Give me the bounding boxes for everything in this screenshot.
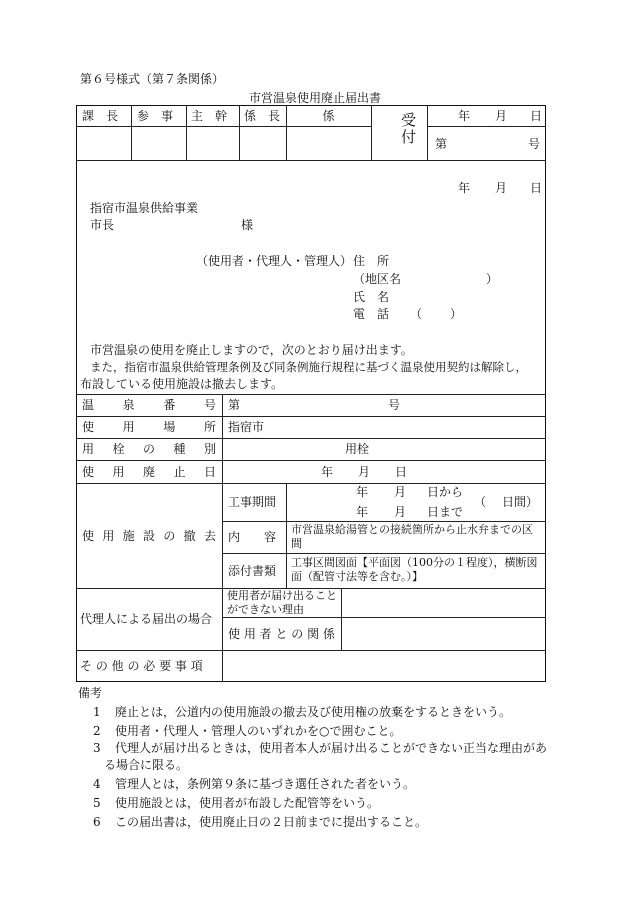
abolition-month: 月 xyxy=(358,465,371,479)
plug-type-value: 用栓 xyxy=(345,442,370,456)
statement-2a: また，指宿市温泉供給管理条例及び同条例施行規程に基づく温泉使用契約は解除し， xyxy=(90,360,527,374)
work-period-label: 工事期間 xyxy=(228,495,277,509)
district-close: ） xyxy=(486,272,499,286)
period-to-year: 年 xyxy=(356,505,369,519)
addressee-line1: 指宿市温泉供給事業 xyxy=(90,201,199,215)
location-label: 使 用 場 所 xyxy=(82,420,216,434)
period-from-year: 年 xyxy=(356,485,369,499)
period-days-open: （ xyxy=(474,495,487,509)
other-label: そ の 他 の 必 要 事 項 xyxy=(80,659,203,673)
note-text: この届出書は，使用廃止日の２日前までに提出すること。 xyxy=(115,815,428,829)
receipt-date-month: 月 xyxy=(495,109,508,123)
note-item xyxy=(104,758,188,773)
notes-heading: 備考 xyxy=(78,686,103,700)
note-item xyxy=(93,741,547,756)
note-text: 代理人が届け出るときは，使用者本人が届け出ることができない正当な理由があ xyxy=(115,741,548,755)
approval-col-supervisor: 主 幹 xyxy=(191,109,228,123)
note-item xyxy=(93,815,427,830)
receipt-number-prefix: 第 xyxy=(435,137,448,151)
submission-date-year: 年 xyxy=(458,181,471,195)
content-value: 市営温泉給湯管との接続箇所から止水弁までの区間 xyxy=(291,523,533,550)
content-label: 内 容 xyxy=(228,530,277,544)
location-value: 指宿市 xyxy=(228,420,265,434)
note-number: 2 xyxy=(93,724,101,738)
approval-col-staff: 係 xyxy=(322,109,335,123)
name-label: 氏 名 xyxy=(353,290,390,304)
period-from-month: 月 xyxy=(394,485,407,499)
address-label: 住 所 xyxy=(353,254,390,268)
submission-date-day: 日 xyxy=(530,181,543,195)
phone-label: 電 話 xyxy=(353,307,390,321)
district-label: （地区名 xyxy=(353,272,402,286)
period-to-month: 月 xyxy=(394,505,407,519)
applicant-role: （使用者・代理人・管理人） xyxy=(196,254,353,268)
agent-label: 代理人による届出の場合 xyxy=(80,612,213,626)
receipt-number-suffix: 号 xyxy=(528,137,541,151)
period-to-suffix: 日まで xyxy=(427,505,464,519)
spring-number-label: 温 泉 番 号 xyxy=(82,398,216,412)
attached-label: 添付書類 xyxy=(228,564,277,578)
note-text: 廃止とは，公道内の使用施設の撤去及び使用権の放棄をするときをいう。 xyxy=(115,705,512,719)
receipt-label: 受付 xyxy=(401,111,417,146)
spring-number-prefix: 第 xyxy=(228,398,241,412)
spring-number-suffix: 号 xyxy=(388,398,401,412)
note-item xyxy=(93,777,415,792)
period-days-suffix: 日間） xyxy=(502,495,539,509)
note-number: 4 xyxy=(93,777,101,791)
note-text: る場合に限る。 xyxy=(104,758,189,772)
submission-date-month: 月 xyxy=(495,181,508,195)
note-text: 使用者・代理人・管理人のいずれかを○で囲むこと。 xyxy=(115,724,402,738)
statement-2b: 布設している使用施設は撤去します。 xyxy=(80,377,284,391)
approval-col-section-chief: 課 長 xyxy=(82,109,119,123)
phone-paren-open: （ xyxy=(410,307,423,321)
removal-label: 使 用 施 設 の 撤 去 xyxy=(82,529,216,543)
receipt-date-year: 年 xyxy=(458,109,471,123)
attached-value: 工事区間図面【平面図（100分の１程度），横断図面（配管寸法等を含む。）】 xyxy=(291,556,538,583)
reason-label: 使用者が届け出ることができない理由 xyxy=(227,589,337,616)
note-text: 管理人とは，条例第９条に基づき選任された者をいう。 xyxy=(115,777,416,791)
abolition-day: 日 xyxy=(395,465,408,479)
relation-label: 使 用 者 と の 関 係 xyxy=(228,627,335,641)
addressee-honorific: 様 xyxy=(241,218,254,232)
statement-1: 市営温泉の使用を廃止しますので，次のとおり届け出ます。 xyxy=(90,343,413,357)
abolition-date-label: 使 用 廃 止 日 xyxy=(82,465,216,479)
phone-paren-close: ） xyxy=(450,307,463,321)
receipt-date-day: 日 xyxy=(530,109,543,123)
form-number: 第６号様式（第７条関係） xyxy=(80,72,225,86)
note-item xyxy=(93,724,401,739)
note-number: 3 xyxy=(93,741,101,755)
period-from-suffix: 日から xyxy=(427,485,464,499)
page-title: 市営温泉使用廃止届出書 xyxy=(248,91,381,105)
note-number: 5 xyxy=(93,796,101,810)
addressee-line2: 市長 xyxy=(90,218,115,232)
plug-type-label: 用 栓 の 種 別 xyxy=(82,442,216,456)
note-item xyxy=(93,705,511,720)
note-number: 1 xyxy=(93,705,101,719)
abolition-year: 年 xyxy=(321,465,334,479)
approval-col-chief: 係 長 xyxy=(244,109,281,123)
approval-col-councilor: 参 事 xyxy=(137,109,174,123)
note-item xyxy=(93,796,379,811)
note-number: 6 xyxy=(93,815,101,829)
note-text: 使用施設とは，使用者が布設した配管等をいう。 xyxy=(115,796,380,810)
